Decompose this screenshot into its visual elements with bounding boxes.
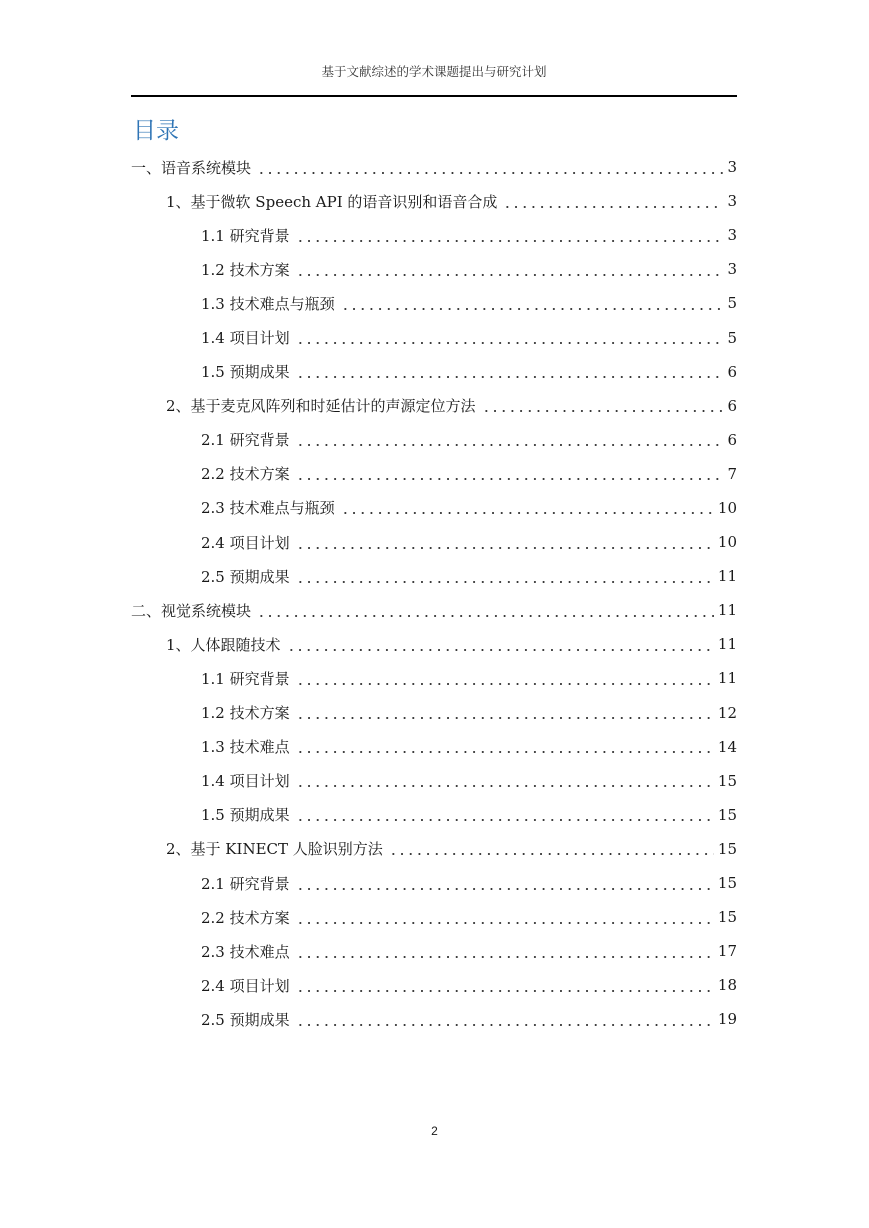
- toc-entry[interactable]: [131, 150, 737, 184]
- toc-entry[interactable]: [131, 764, 737, 798]
- toc-entry[interactable]: [131, 593, 737, 627]
- toc-dot-leader: [296, 228, 723, 243]
- toc-entry-label: 1.1 研究背景: [201, 226, 290, 245]
- toc-entry-label: 2.1 研究背景: [201, 431, 290, 450]
- toc-dot-leader: [341, 500, 714, 515]
- toc-entry-label: 2.2 技术方案: [201, 908, 290, 927]
- toc-dot-leader: [341, 296, 723, 311]
- toc-entry-page: 17: [717, 942, 737, 961]
- toc-entry-page: 11: [717, 567, 737, 586]
- toc-entry-page: 3: [727, 192, 737, 211]
- toc-dot-leader: [296, 432, 723, 447]
- toc-entry-label: 2.1 研究背景: [201, 874, 290, 893]
- header-rule: [131, 95, 737, 97]
- toc-dot-leader: [296, 944, 714, 959]
- toc-entry-page: 3: [727, 158, 737, 177]
- toc-dot-leader: [296, 773, 714, 788]
- toc-entry[interactable]: [131, 286, 737, 320]
- toc-entry-label: 1.5 预期成果: [201, 363, 290, 382]
- toc-entry-page: 15: [717, 874, 737, 893]
- toc-entry-page: 15: [717, 805, 737, 824]
- toc-entry-label: 2.5 预期成果: [201, 1010, 290, 1029]
- toc-entry-page: 5: [727, 328, 737, 347]
- toc-entry-label: 1.5 预期成果: [201, 806, 290, 825]
- toc-entry-page: 7: [727, 464, 737, 483]
- toc-entry-page: 12: [717, 703, 737, 722]
- toc-entry-label: 2.2 技术方案: [201, 465, 290, 484]
- toc-entry[interactable]: [131, 423, 737, 457]
- toc-entry-page: 3: [727, 226, 737, 245]
- toc-entry-label: 2、基于 KINECT 人脸识别方法: [166, 840, 383, 859]
- toc-entry-label: 1.4 项目计划: [201, 772, 290, 791]
- toc-entry-label: 1、基于微软 Speech API 的语音识别和语音合成: [166, 192, 498, 211]
- toc-list: [131, 150, 737, 1036]
- toc-dot-leader: [296, 671, 714, 686]
- toc-entry-label: 1.3 技术难点与瓶颈: [201, 294, 335, 313]
- toc-dot-leader: [257, 603, 714, 618]
- toc-dot-leader: [296, 364, 723, 379]
- toc-entry-page: 11: [717, 669, 737, 688]
- toc-dot-leader: [296, 466, 723, 481]
- toc-entry-label: 2.3 技术难点与瓶颈: [201, 499, 335, 518]
- toc-entry-label: 1、人体跟随技术: [166, 635, 281, 654]
- toc-entry-page: 15: [717, 908, 737, 927]
- toc-dot-leader: [296, 569, 714, 584]
- toc-entry-page: 6: [727, 362, 737, 381]
- toc-entry[interactable]: [131, 866, 737, 900]
- toc-entry-page: 18: [717, 976, 737, 995]
- toc-entry[interactable]: [131, 661, 737, 695]
- toc-entry-page: 3: [727, 260, 737, 279]
- toc-entry-label: 2、基于麦克风阵列和时延估计的声源定位方法: [166, 397, 476, 416]
- toc-entry-page: 11: [717, 601, 737, 620]
- toc-dot-leader: [296, 1012, 714, 1027]
- toc-entry-label: 2.5 预期成果: [201, 567, 290, 586]
- toc-dot-leader: [296, 876, 714, 891]
- toc-dot-leader: [296, 978, 714, 993]
- toc-entry[interactable]: [131, 320, 737, 354]
- running-header: 基于文献综述的学术课题提出与研究计划: [321, 64, 547, 79]
- toc-entry[interactable]: [131, 491, 737, 525]
- toc-entry[interactable]: [131, 968, 737, 1002]
- toc-entry-page: 5: [727, 294, 737, 313]
- toc-dot-leader: [296, 535, 714, 550]
- toc-entry-label: 1.4 项目计划: [201, 329, 290, 348]
- toc-entry[interactable]: [131, 184, 737, 218]
- toc-entry[interactable]: [131, 627, 737, 661]
- toc-entry-label: 1.1 研究背景: [201, 669, 290, 688]
- toc-entry-page: 14: [717, 737, 737, 756]
- toc-dot-leader: [287, 637, 714, 652]
- toc-entry[interactable]: [131, 525, 737, 559]
- toc-dot-leader: [482, 398, 723, 413]
- toc-entry-page: 11: [717, 635, 737, 654]
- toc-entry-page: 19: [717, 1010, 737, 1029]
- toc-dot-leader: [296, 910, 714, 925]
- toc-dot-leader: [389, 841, 714, 856]
- toc-dot-leader: [296, 705, 714, 720]
- toc-dot-leader: [296, 330, 723, 345]
- toc-entry[interactable]: [131, 559, 737, 593]
- toc-dot-leader: [257, 160, 723, 175]
- toc-entry[interactable]: [131, 218, 737, 252]
- toc-dot-leader: [296, 807, 714, 822]
- toc-dot-leader: [503, 194, 723, 209]
- toc-entry[interactable]: [131, 457, 737, 491]
- toc-entry-label: 2.3 技术难点: [201, 942, 290, 961]
- toc-title: 目录: [133, 118, 179, 144]
- toc-entry[interactable]: [131, 798, 737, 832]
- toc-entry[interactable]: [131, 832, 737, 866]
- toc-dot-leader: [296, 262, 723, 277]
- toc-entry[interactable]: [131, 1002, 737, 1036]
- toc-entry[interactable]: [131, 730, 737, 764]
- toc-entry[interactable]: [131, 900, 737, 934]
- toc-entry-label: 2.4 项目计划: [201, 533, 290, 552]
- toc-entry-page: 10: [717, 533, 737, 552]
- toc-entry[interactable]: [131, 934, 737, 968]
- toc-entry-label: 1.2 技术方案: [201, 260, 290, 279]
- toc-entry-page: 10: [717, 498, 737, 517]
- toc-entry-page: 6: [727, 396, 737, 415]
- toc-entry-label: 2.4 项目计划: [201, 976, 290, 995]
- toc-entry-page: 15: [717, 771, 737, 790]
- toc-entry[interactable]: [131, 389, 737, 423]
- toc-entry-label: 二、视觉系统模块: [131, 601, 252, 620]
- toc-entry-page: 6: [727, 430, 737, 449]
- toc-entry[interactable]: [131, 696, 737, 730]
- toc-dot-leader: [296, 739, 714, 754]
- toc-entry-page: 15: [717, 839, 737, 858]
- toc-entry-label: 1.2 技术方案: [201, 704, 290, 723]
- toc-entry[interactable]: [131, 355, 737, 389]
- toc-entry-label: 一、语音系统模块: [131, 158, 252, 177]
- toc-entry[interactable]: [131, 252, 737, 286]
- toc-entry-label: 1.3 技术难点: [201, 738, 290, 757]
- page-number: 2: [431, 1124, 438, 1138]
